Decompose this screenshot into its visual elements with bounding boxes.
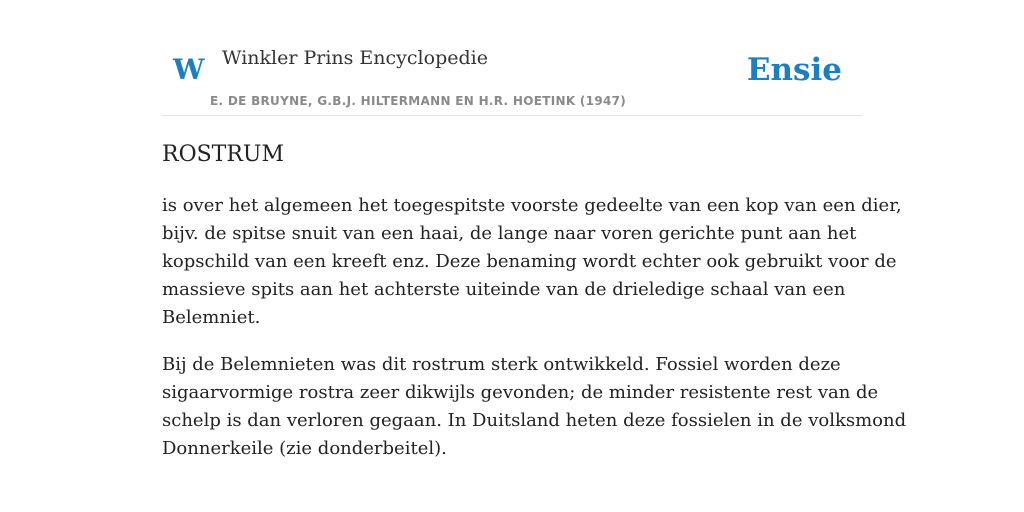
entry-title: ROSTRUM <box>162 142 284 167</box>
paragraph <box>162 351 907 463</box>
text-line: kopschild van een kreeft enz. Deze benaming wordt echter ook gebruikt voor de <box>162 251 897 272</box>
text-line: Donnerkeile (zie donderbeitel). <box>162 438 447 459</box>
source-title[interactable]: Winkler Prins Encyclopedie <box>222 47 488 69</box>
text-line: bijv. de spitse snuit van een haai, de lange naar voren gerichte punt aan het <box>162 223 857 244</box>
text-line: massieve spits aan het achterste uiteinde van de drieledige schaal van een <box>162 279 846 300</box>
text-line: Belemniet. <box>162 307 261 328</box>
text-line: Bij de Belemnieten was dit rostrum sterk ontwikkeld. Fossiel worden deze <box>162 354 841 375</box>
paragraph <box>162 192 902 332</box>
source-logo-icon[interactable]: W <box>173 53 205 86</box>
text-line: is over het algemeen het toegespitste voorste gedeelte van een kop van een dier, <box>162 195 902 216</box>
source-authors: E. DE BRUYNE, G.B.J. HILTERMANN EN H.R. HOETINK (1947) <box>210 94 627 108</box>
header-divider <box>162 115 862 116</box>
text-line: sigaarvormige rostra zeer dikwijls gevonden; de minder resistente rest van de <box>162 382 879 403</box>
brand-logo[interactable]: Ensie <box>746 52 842 88</box>
entry-body <box>162 192 907 482</box>
text-line: schelp is dan verloren gegaan. In Duitsland heten deze fossielen in de volksmond <box>162 410 907 431</box>
